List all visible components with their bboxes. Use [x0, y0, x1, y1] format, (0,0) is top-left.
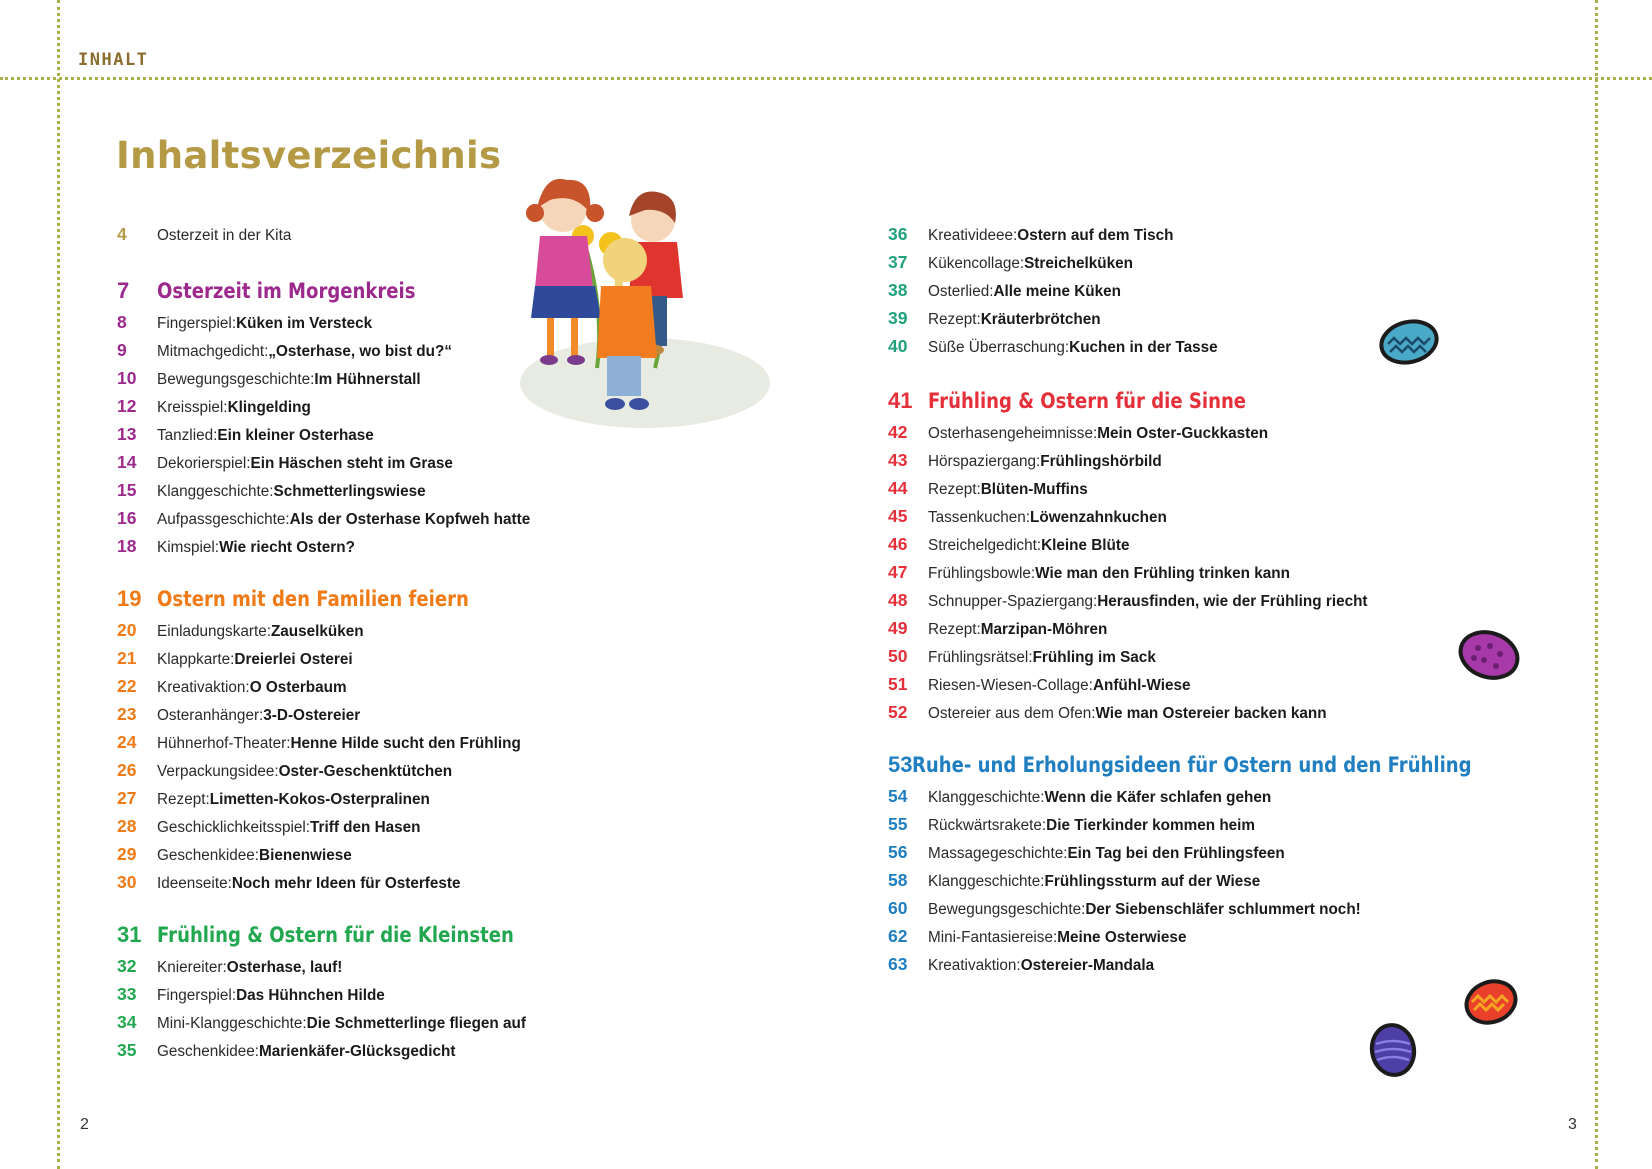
entry-title: Wie man Ostereier backen kann	[1095, 705, 1327, 722]
entry-label: Rezept:	[157, 791, 210, 808]
section-entries-familien	[117, 620, 717, 900]
page-number: 45	[888, 506, 908, 526]
entry-label: Osteranhänger:	[157, 707, 264, 724]
toc-entry[interactable]	[888, 926, 1488, 954]
toc-entry[interactable]	[117, 816, 717, 844]
entry-title: Kräuterbrötchen	[980, 311, 1101, 328]
entry-label: Fingerspiel:	[157, 987, 237, 1004]
page-number: 40	[888, 336, 908, 356]
dotted-border-right	[1595, 0, 1598, 1169]
entry-title: Küken im Versteck	[236, 315, 373, 332]
entry-label: Mini-Fantasiereise:	[928, 929, 1058, 946]
entry-label: Hörspaziergang:	[928, 453, 1041, 470]
entry-title: Marienkäfer-Glücksgedicht	[259, 1043, 456, 1060]
entry-label: Süße Überraschung:	[928, 339, 1070, 356]
entry-title: Als der Osterhase Kopfweh hatte	[289, 511, 531, 528]
entry-label: Klanggeschichte:	[928, 789, 1045, 806]
entry-title: Ostereier-Mandala	[1020, 957, 1155, 974]
page-number: 12	[117, 396, 137, 416]
entry-title: Wenn die Käfer schlafen gehen	[1044, 789, 1272, 806]
entry-label: Kreisspiel:	[157, 399, 228, 416]
entry-title: Bienenwiese	[259, 847, 352, 864]
section-title: Osterzeit im Morgenkreis	[157, 279, 416, 303]
entry-label: Ideenseite:	[157, 875, 232, 892]
entry-title: Henne Hilde sucht den Frühling	[290, 735, 521, 752]
page-number: 32	[117, 956, 137, 976]
entry-label: Geschenkidee:	[157, 1043, 260, 1060]
toc-entry[interactable]	[888, 534, 1488, 562]
entry-label: Frühlingsbowle:	[928, 565, 1036, 582]
entry-label: Bewegungsgeschichte:	[928, 901, 1086, 918]
page-number: 46	[888, 534, 908, 554]
easter-egg-icon	[1368, 1022, 1418, 1078]
entry-label: Kniereiter:	[157, 959, 227, 976]
toc-entry[interactable]	[888, 814, 1488, 842]
entry-title: Marzipan-Möhren	[980, 621, 1108, 638]
entry-title: Noch mehr Ideen für Osterfeste	[231, 875, 461, 892]
toc-entry[interactable]	[888, 786, 1488, 814]
entry-title: Limetten-Kokos-Osterpralinen	[209, 791, 430, 808]
entry-title: Osterhase, lauf!	[226, 959, 343, 976]
entry-title: Im Hühnerstall	[314, 371, 421, 388]
toc-entry[interactable]	[117, 480, 717, 508]
page-number: 58	[888, 870, 908, 890]
entry-label: Tassenkuchen:	[928, 509, 1031, 526]
toc-entry[interactable]	[117, 760, 717, 788]
page-number: 23	[117, 704, 137, 724]
entry-label: Klappkarte:	[157, 651, 235, 668]
page-number: 27	[117, 788, 137, 808]
page-number: 34	[117, 1012, 137, 1032]
entry-title: Kleine Blüte	[1041, 537, 1130, 554]
toc-entry[interactable]	[888, 870, 1488, 898]
entry-label: Kükencollage:	[928, 255, 1025, 272]
entry-title: Die Tierkinder kommen heim	[1046, 817, 1256, 834]
page-number: 29	[117, 844, 137, 864]
page-number: 20	[117, 620, 137, 640]
page-number-left: 2	[80, 1116, 89, 1133]
toc-entry[interactable]	[888, 590, 1488, 618]
entry-label: Streichelgedicht:	[928, 537, 1042, 554]
toc-entry[interactable]	[117, 844, 717, 872]
section-number: 41	[888, 388, 913, 413]
entry-title: Mein Oster-Guckkasten	[1097, 425, 1269, 442]
entry-title: Ein Häschen steht im Grase	[250, 455, 453, 472]
page-number: 24	[117, 732, 137, 752]
toc-entry[interactable]	[888, 422, 1488, 450]
entry-label: Osterzeit in der Kita	[157, 227, 292, 244]
entry-label: Ostereier aus dem Ofen:	[928, 705, 1096, 722]
toc-entry[interactable]	[117, 536, 717, 564]
entry-title: Kuchen in der Tasse	[1069, 339, 1218, 356]
toc-entry[interactable]	[117, 1040, 717, 1068]
toc-entry[interactable]	[117, 872, 717, 900]
section-heading-ruhe[interactable]	[888, 752, 1488, 786]
page-number: 63	[888, 954, 908, 974]
entry-title: Wie riecht Ostern?	[219, 539, 355, 556]
page-number: 48	[888, 590, 908, 610]
page-title: Inhaltsverzeichnis	[116, 134, 502, 177]
entry-label: Klanggeschichte:	[157, 483, 274, 500]
entry-label: Massagegeschichte:	[928, 845, 1068, 862]
dotted-border-top	[0, 77, 1652, 80]
section-entries-kleinsten	[117, 956, 717, 1068]
entry-title: Zauselküken	[270, 623, 364, 640]
page-number: 30	[117, 872, 137, 892]
page-number: 28	[117, 816, 137, 836]
page-number: 18	[117, 536, 137, 556]
section-title: Frühling & Ostern für die Sinne	[928, 389, 1247, 413]
entry-label: Hühnerhof-Theater:	[157, 735, 291, 752]
toc-entry[interactable]	[117, 452, 717, 480]
toc-entry[interactable]	[117, 956, 717, 984]
entry-title: Frühlingssturm auf der Wiese	[1044, 873, 1261, 890]
toc-entry[interactable]	[888, 618, 1488, 646]
entry-title: „Osterhase, wo bist du?“	[268, 343, 452, 360]
entry-title: Streichelküken	[1024, 255, 1133, 272]
page-number: 33	[117, 984, 137, 1004]
page-number: 9	[117, 340, 127, 360]
page-number-right: 3	[1568, 1116, 1577, 1133]
entry-title: Frühlingshörbild	[1040, 453, 1162, 470]
entry-title: Ein kleiner Osterhase	[217, 427, 374, 444]
entry-title: Anfühl-Wiese	[1092, 677, 1191, 694]
page-number: 36	[888, 224, 908, 244]
page-number: 52	[888, 702, 908, 722]
entry-title: Klingelding	[227, 399, 311, 416]
entry-label: Osterlied:	[928, 283, 994, 300]
entry-label: Kreativideee:	[928, 227, 1018, 244]
entry-title: Löwenzahnkuchen	[1030, 509, 1167, 526]
section-number: 7	[117, 278, 130, 303]
page-number: 38	[888, 280, 908, 300]
toc-entry[interactable]	[117, 732, 717, 760]
page-number: 42	[888, 422, 908, 442]
entry-label: Rezept:	[928, 621, 981, 638]
entry-title: Oster-Geschenktütchen	[278, 763, 453, 780]
toc-entry[interactable]	[888, 898, 1488, 926]
page-number: 56	[888, 842, 908, 862]
page-number: 50	[888, 646, 908, 666]
entry-title: 3-D-Ostereier	[263, 707, 361, 724]
toc-entry[interactable]	[888, 224, 1488, 252]
entry-title: Dreierlei Osterei	[234, 651, 353, 668]
page-number: 22	[117, 676, 137, 696]
entry-title: Wie man den Frühling trinken kann	[1035, 565, 1290, 582]
section-number: 19	[117, 586, 142, 611]
section-entries-ruhe	[888, 786, 1488, 982]
page-number: 49	[888, 618, 908, 638]
toc-entry[interactable]	[888, 674, 1488, 702]
entry-label: Geschenkidee:	[157, 847, 260, 864]
entry-title: Alle meine Küken	[993, 283, 1121, 300]
entry-title: Ostern auf dem Tisch	[1017, 227, 1174, 244]
toc-entry[interactable]	[117, 1012, 717, 1040]
section-heading-familien[interactable]	[117, 586, 717, 620]
easter-egg-icon	[1462, 978, 1520, 1026]
page-number: 43	[888, 450, 908, 470]
page-number: 4	[117, 224, 127, 244]
toc-entry[interactable]	[117, 704, 717, 732]
entry-title: Die Schmetterlinge fliegen auf	[306, 1015, 526, 1032]
page-number: 13	[117, 424, 137, 444]
toc-entry[interactable]	[117, 788, 717, 816]
entry-title: O Osterbaum	[249, 679, 347, 696]
page-number: 62	[888, 926, 908, 946]
entry-label: Rückwärtsrakete:	[928, 817, 1047, 834]
entry-label: Aufpassgeschichte:	[157, 511, 290, 528]
toc-entry[interactable]	[117, 508, 717, 536]
section-title: Ruhe- und Erholungsideen für Ostern und den Frühling	[912, 753, 1473, 777]
page-number: 10	[117, 368, 137, 388]
page-number: 54	[888, 786, 908, 806]
entry-label: Fingerspiel:	[157, 315, 237, 332]
entry-label: Geschicklichkeitsspiel:	[157, 819, 311, 836]
entry-title: Triff den Hasen	[310, 819, 421, 836]
running-head: INHALT	[78, 50, 149, 70]
entry-title: Ein Tag bei den Frühlingsfeen	[1067, 845, 1285, 862]
toc-entry[interactable]	[888, 646, 1488, 674]
page-number: 55	[888, 814, 908, 834]
section-title: Frühling & Ostern für die Kleinsten	[157, 923, 514, 947]
page-number: 51	[888, 674, 908, 694]
easter-egg-icon	[1378, 318, 1440, 366]
dotted-border-left	[57, 0, 60, 1169]
page-number: 21	[117, 648, 137, 668]
entry-title: Frühling im Sack	[1032, 649, 1156, 666]
toc-entry[interactable]	[117, 648, 717, 676]
toc-entry[interactable]	[117, 676, 717, 704]
page-number: 60	[888, 898, 908, 918]
toc-entry[interactable]	[888, 954, 1488, 982]
page-number: 14	[117, 452, 137, 472]
entry-label: Frühlingsrätsel:	[928, 649, 1033, 666]
section-heading-sinne[interactable]	[888, 388, 1488, 422]
page-number: 35	[117, 1040, 137, 1060]
toc-entry[interactable]	[117, 620, 717, 648]
section-title: Ostern mit den Familien feiern	[157, 587, 469, 611]
entry-label: Rezept:	[928, 481, 981, 498]
section-number: 31	[117, 922, 142, 947]
toc-entry[interactable]	[117, 984, 717, 1012]
easter-egg-icon	[1456, 628, 1522, 682]
page-number: 15	[117, 480, 137, 500]
toc-entry[interactable]	[888, 478, 1488, 506]
entry-title: Das Hühnchen Hilde	[236, 987, 385, 1004]
entry-label: Kreativaktion:	[157, 679, 250, 696]
entry-label: Dekorierspiel:	[157, 455, 251, 472]
entry-title: Herausfinden, wie der Frühling riecht	[1097, 593, 1368, 610]
toc-entry[interactable]	[888, 506, 1488, 534]
entry-label: Verpackungsidee:	[157, 763, 279, 780]
entry-label: Rezept:	[928, 311, 981, 328]
page-number: 37	[888, 252, 908, 272]
page-number: 8	[117, 312, 127, 332]
entry-label: Einladungskarte:	[157, 623, 271, 640]
entry-label: Bewegungsgeschichte:	[157, 371, 315, 388]
entry-label: Osterhasengeheimnisse:	[928, 425, 1098, 442]
children-with-flowers-illustration	[505, 168, 770, 443]
toc-entry[interactable]	[888, 252, 1488, 280]
entry-title: Der Siebenschläfer schlummert noch!	[1085, 901, 1361, 918]
section-number: 53	[888, 752, 913, 777]
toc-entry[interactable]	[888, 702, 1488, 730]
section-heading-kleinsten[interactable]	[117, 922, 717, 956]
page-number: 26	[117, 760, 137, 780]
entry-title: Meine Osterwiese	[1057, 929, 1187, 946]
page-number: 39	[888, 308, 908, 328]
entry-label: Kreativaktion:	[928, 957, 1021, 974]
entry-title: Blüten-Muffins	[980, 481, 1088, 498]
entry-label: Mitmachgedicht:	[157, 343, 269, 360]
page-number: 44	[888, 478, 908, 498]
entry-label: Riesen-Wiesen-Collage:	[928, 677, 1093, 694]
entry-label: Mini-Klanggeschichte:	[157, 1015, 307, 1032]
entry-label: Klanggeschichte:	[928, 873, 1045, 890]
entry-label: Schnupper-Spaziergang:	[928, 593, 1098, 610]
toc-entry[interactable]	[888, 842, 1488, 870]
toc-entry[interactable]	[888, 562, 1488, 590]
page-number: 47	[888, 562, 908, 582]
entry-label: Tanzlied:	[157, 427, 218, 444]
page-number: 16	[117, 508, 137, 528]
section-entries-sinne	[888, 422, 1488, 730]
toc-entry[interactable]	[888, 280, 1488, 308]
toc-entry[interactable]	[888, 450, 1488, 478]
entry-title: Schmetterlingswiese	[273, 483, 426, 500]
entry-label: Kimspiel:	[157, 539, 220, 556]
